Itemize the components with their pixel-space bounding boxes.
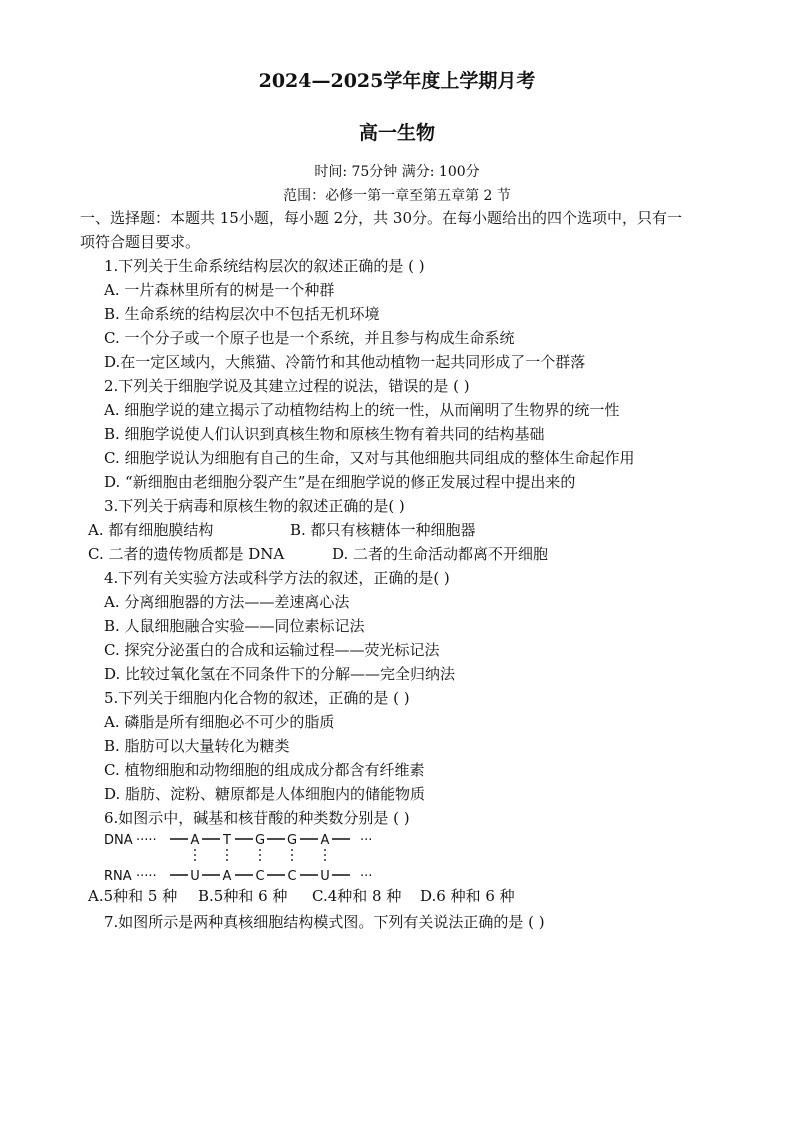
dna-ellipsis: ···	[360, 833, 373, 848]
question-4-option-d: D. 比较过氧化氢在不同条件下的分解——完全归纳法	[104, 665, 456, 683]
rna-base: U	[320, 869, 330, 884]
dna-base: A	[320, 833, 330, 848]
rna-base: C	[255, 869, 265, 884]
question-6-option-d: D.6 种和 6 种	[420, 887, 515, 905]
dna-base: T	[223, 833, 231, 848]
question-6-stem: 6.如图示中，碱基和核苷酸的种类数分别是 ( )	[104, 809, 410, 827]
rna-dots: ·····	[136, 869, 157, 884]
question-5-option-a: A. 磷脂是所有细胞必不可少的脂质	[104, 713, 335, 731]
section-instruction-line-1: 一、选择题：本题共 15小题，每小题 2分，共 30分。在每小题给出的四个选项中，只有一	[80, 209, 683, 227]
rna-base: U	[190, 869, 200, 884]
question-3-option-b: B. 都只有核糖体一种细胞器	[290, 521, 476, 539]
question-5-option-c: C. 植物细胞和动物细胞的组成成分都含有纤维素	[104, 761, 425, 779]
dna-base: A	[190, 833, 200, 848]
rna-label: RNA	[104, 869, 132, 884]
rna-ellipsis: ···	[360, 869, 373, 884]
question-1-option-a: A. 一片森林里所有的树是一个种群	[104, 281, 335, 299]
question-4-option-b: B. 人鼠细胞融合实验——同位素标记法	[104, 617, 365, 635]
question-3-option-c: C. 二者的遗传物质都是 DNA	[88, 545, 285, 563]
question-1-stem: 1.下列关于生命系统结构层次的叙述正确的是 ( )	[104, 257, 425, 275]
question-3-option-d: D. 二者的生命活动都离不开细胞	[332, 545, 549, 563]
question-2-stem: 2.下列关于细胞学说及其建立过程的说法，错误的是 ( )	[104, 377, 470, 395]
question-1-option-c: C. 一个分子或一个原子也是一个系统，并且参与构成生命系统	[104, 329, 515, 347]
section-instruction-line-2: 项符合题目要求。	[80, 233, 201, 251]
question-6-option-a: A.5种和 5 种	[88, 887, 178, 905]
question-2-option-d: D. “新细胞由老细胞分裂产生”是在细胞学说的修正发展过程中提出来的	[104, 473, 576, 491]
question-3-stem: 3.下列关于病毒和原核生物的叙述正确的是( )	[104, 497, 405, 515]
question-4-option-a: A. 分离细胞器的方法——差速离心法	[104, 593, 350, 611]
subject-title: 高一生物	[358, 122, 435, 144]
question-1-option-d: D.在一定区域内，大熊猫、冷箭竹和其他动植物一起共同形成了一个群落	[104, 353, 586, 371]
question-3-option-a: A. 都有细胞膜结构	[88, 521, 214, 539]
question-6-option-c: C.4种和 8 种	[312, 887, 402, 905]
question-5-stem: 5.下列关于细胞内化合物的叙述，正确的是 ( )	[104, 689, 410, 707]
question-6-option-b: B.5种和 6 种	[198, 887, 288, 905]
question-4-option-c: C. 探究分泌蛋白的合成和运输过程——荧光标记法	[104, 641, 440, 659]
question-2-option-b: B. 细胞学说使人们认识到真核生物和原核生物有着共同的结构基础	[104, 425, 545, 443]
dna-dots: ·····	[136, 833, 157, 848]
question-1-option-b: B. 生命系统的结构层次中不包括无机环境	[104, 305, 380, 323]
rna-base: C	[287, 869, 297, 884]
dna-base: G	[254, 833, 266, 848]
question-5-option-d: D. 脂肪、淀粉、糖原都是人体细胞内的储能物质	[104, 785, 426, 803]
dna-rna-figure	[104, 829, 394, 885]
question-2-option-c: C. 细胞学说认为细胞有自己的生命，又对与其他细胞共同组成的整体生命起作用	[104, 449, 635, 467]
dna-label: DNA	[104, 833, 133, 848]
question-4-stem: 4.下列有关实验方法或科学方法的叙述，正确的是( )	[104, 569, 450, 587]
dna-base: G	[286, 833, 298, 848]
question-2-option-a: A. 细胞学说的建立揭示了动植物结构上的统一性，从而阐明了生物界的统一性	[104, 401, 620, 419]
question-7-stem: 7.如图所示是两种真核细胞结构模式图。下列有关说法正确的是 ( )	[104, 913, 545, 931]
scope-line: 范围：必修一第一章至第五章第 2 节	[283, 188, 511, 204]
question-5-option-b: B. 脂肪可以大量转化为糖类	[104, 737, 290, 755]
exam-title: 2024—2025学年度上学期月考	[258, 70, 536, 92]
rna-base: A	[222, 869, 232, 884]
time-score-line: 时间: 75分钟 满分: 100分	[314, 164, 480, 180]
